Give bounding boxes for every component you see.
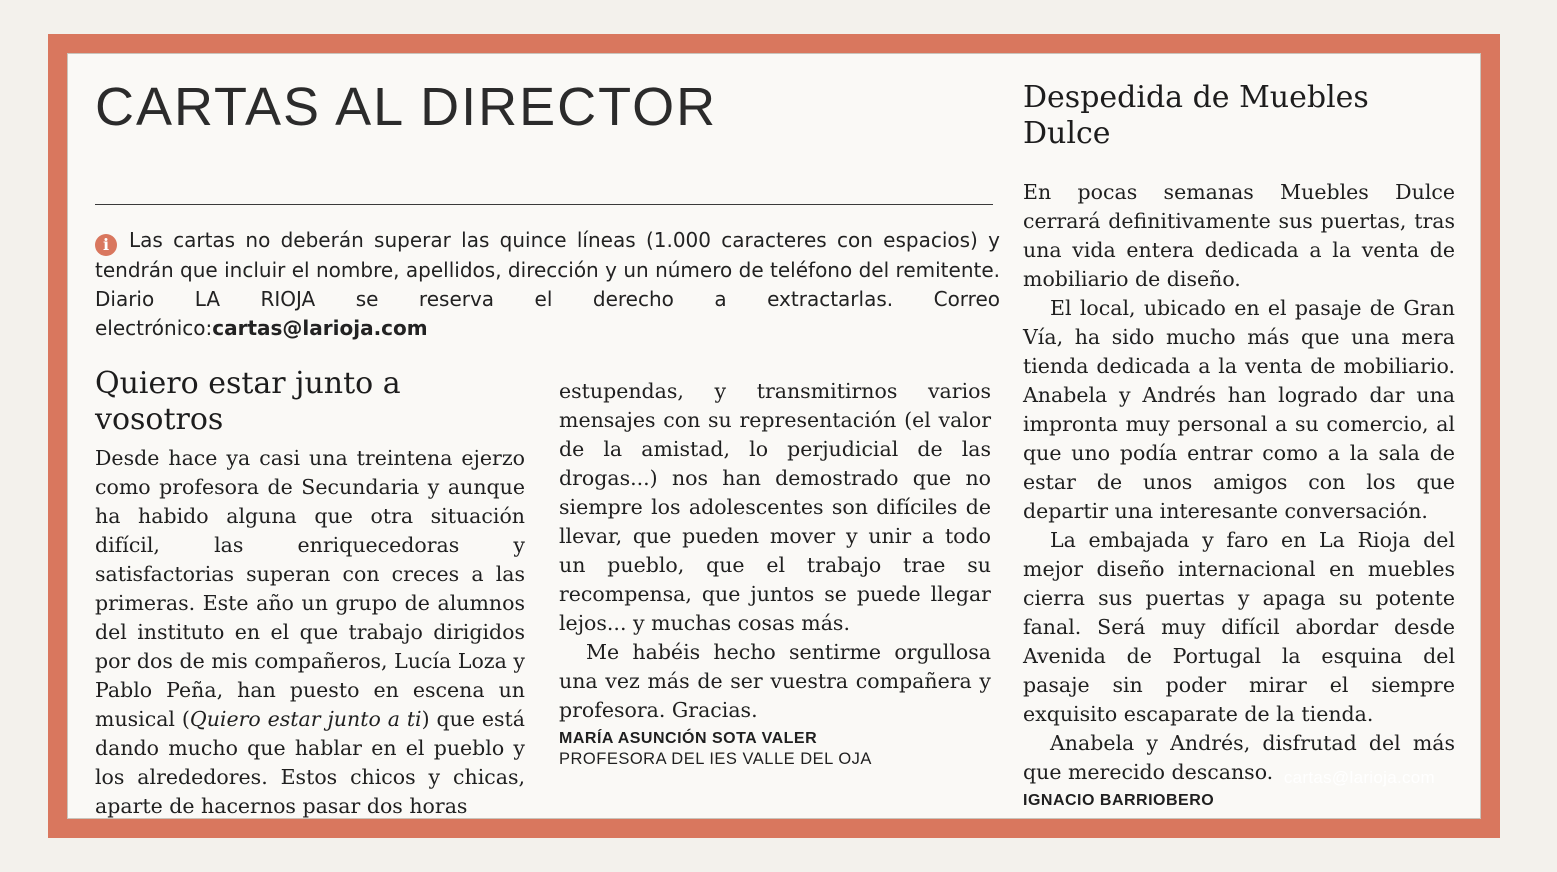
- letter1-author: MARÍA ASUNCIÓN SOTA VALER: [559, 730, 818, 747]
- letter2-paragraph1: En pocas semanas Muebles Dulce cerrará definitivamente sus puertas, tras una vida entera dedicada a la venta de mobiliario de diseño.: [1023, 180, 1455, 291]
- submission-notice: [95, 226, 1000, 343]
- letter1-author-role: PROFESORA DEL IES VALLE DEL OJA: [559, 750, 872, 768]
- letter2-paragraph2: El local, ubicado en el pasaje de Gran Vía, ha sido mucho más que una mera tienda dedicada a la venta de mobiliario. Anabela y Andrés han logrado dar una impronta muy personal a su comercio, al que uno podía entrar como a la sala de estar de unos amigos con los que departir una interesante conversación.: [1023, 296, 1455, 523]
- letters-panel: [67, 53, 1481, 819]
- letter1-body-continued: [559, 377, 991, 769]
- letter2-signature: [1023, 791, 1455, 811]
- title-divider: [95, 204, 993, 205]
- letter1-signature: [559, 729, 991, 769]
- letter1-paragraph1-continued: estupendas, y transmitirnos varios mensajes con su representación (el valor de la amistad, lo perjudicial de las drogas...) nos han demostrado que no siempre los adolescentes son difíciles de llevar, que pueden mover y unir a todo un pueblo, que el trabajo trae su recompensa, que juntos se puede llegar lejos... y muchas cosas más.: [559, 379, 991, 635]
- letter1-paragraph1: Desde hace ya casi una treintena ejerzo como profesora de Secundaria y aunque ha habido alguna que otra situación difícil, las enriquecedoras y satisfactorias superan con creces a las primeras. Este año un grupo de alumnos del instituto en el que trabajo dirigidos por dos de mis compañeros, Lucía Loza y Pablo Peña, han puesto en escena un musical (Quiero estar junto a ti) que está dando mucho que hablar en el pueblo y los alrededores. Estos chicos y chicas, aparte de hacernos pasar dos horas: [95, 446, 525, 818]
- letter1-body: [95, 444, 525, 821]
- letters-frame: [48, 34, 1500, 838]
- notice-email-link[interactable]: cartas@larioja.com: [212, 316, 428, 340]
- footer-email-link[interactable]: cartas@larioja.com: [1283, 768, 1435, 787]
- letter2-author: IGNACIO BARRIOBERO: [1023, 792, 1215, 809]
- notice-text: Las cartas no deberán superar las quince líneas (1.000 caracteres con espacios) y tendrán que incluir el nombre, apellidos, dirección y un número de teléfono del remitente. Diario LA RIOJA se reserva el derecho a extractarlas. Correo electrónico:: [95, 228, 1000, 340]
- letter1-paragraph2: Me habéis hecho sentirme orgullosa una vez más de ser vuestra compañera y profesora. Gracias.: [559, 640, 991, 722]
- letter1-title: Quiero estar junto a vosotros: [95, 366, 401, 437]
- section-title: CARTAS AL DIRECTOR: [95, 77, 718, 137]
- letter2-paragraph4: Anabela y Andrés, disfrutad del más que merecido descanso.: [1023, 731, 1455, 784]
- letter2-title: Despedida de Muebles Dulce: [1023, 80, 1369, 151]
- letter2-paragraph3: La embajada y faro en La Rioja del mejor diseño internacional en muebles cierra sus puertas y apaga su potente fanal. Será muy difícil abordar desde Avenida de Portugal la esquina del pasaje sin poder mirar el siempre exquisito escaparate de la tienda.: [1023, 528, 1455, 726]
- letter2-body: [1023, 178, 1455, 811]
- info-icon: i: [95, 234, 117, 256]
